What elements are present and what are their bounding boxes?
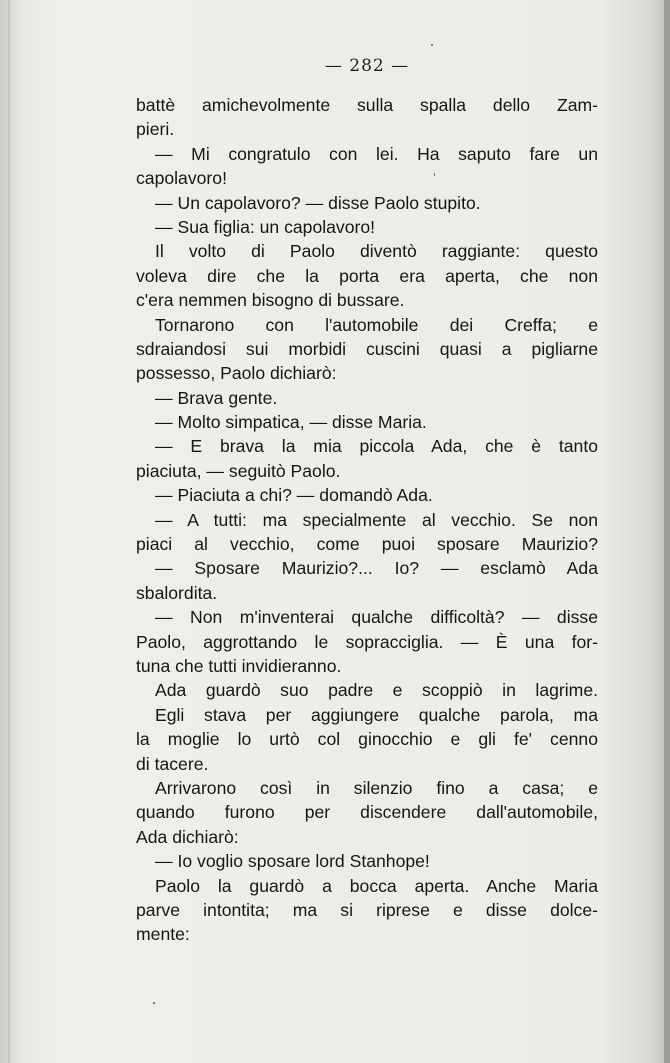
- text-line: sdraiandosi sui morbidi cuscini quasi a pigliarne: [136, 338, 598, 359]
- text-line: — Sua figlia: un capolavoro!: [155, 216, 376, 237]
- text-line: di tacere.: [136, 753, 209, 774]
- text-line: Ada guardò suo padre e scoppiò in lagrime.: [155, 680, 598, 701]
- text-line: capolavoro!: [136, 168, 227, 189]
- text-line: quando furono per discendere dall'automobile,: [136, 802, 598, 823]
- text-line: — Mi congratulo con lei. Ha saputo fare un: [155, 143, 598, 164]
- body-text: [136, 93, 598, 947]
- text-line: — Brava gente.: [155, 387, 278, 408]
- text-line: Tornarono con l'automobile dei Creffa; e: [155, 314, 598, 335]
- text-line: tuna che tutti invidieranno.: [136, 655, 342, 676]
- text-line: possesso, Paolo dichiarò:: [136, 363, 337, 384]
- ink-speck: [431, 44, 433, 46]
- text-line: Paolo la guardò a bocca aperta. Anche Maria: [155, 875, 598, 896]
- text-line: piaci al vecchio, come puoi sposare Maurizio?: [136, 534, 598, 555]
- text-line: Ada dichiarò:: [136, 826, 239, 847]
- page-gutter: [8, 0, 10, 1063]
- text-line: c'era nemmen bisogno di bussare.: [136, 290, 405, 311]
- text-line: Egli stava per aggiungere qualche parola, ma: [155, 704, 598, 725]
- text-line: pieri.: [136, 119, 175, 140]
- text-line: Paolo, aggrottando le sopracciglia. — È una for-: [136, 631, 598, 652]
- ink-speck: [153, 1002, 155, 1004]
- text-line: — Piaciuta a chi? — domandò Ada.: [155, 485, 433, 506]
- text-line: — Non m'inventerai qualche difficoltà? — disse: [155, 607, 598, 628]
- text-line: mente:: [136, 924, 190, 945]
- text-line: — Un capolavoro? — disse Paolo stupito.: [155, 192, 481, 213]
- page-number: — 282 —: [324, 56, 410, 76]
- text-line: — Sposare Maurizio?... Io? — esclamò Ada: [155, 558, 598, 579]
- ink-speck: [434, 173, 435, 176]
- text-line: — Io voglio sposare lord Stanhope!: [155, 851, 430, 872]
- text-line: voleva dire che la porta era aperta, che non: [136, 265, 598, 286]
- text-line: la moglie lo urtò col ginocchio e gli fe' cenno: [136, 729, 598, 750]
- text-line: — E brava la mia piccola Ada, che è tanto: [155, 436, 598, 457]
- text-line: piaciuta, — seguitò Paolo.: [136, 460, 341, 481]
- text-line: Arrivarono così in silenzio fino a casa; e: [155, 777, 598, 798]
- text-line: — Molto simpatica, — disse Maria.: [155, 412, 427, 433]
- text-line: — A tutti: ma specialmente al vecchio. Se non: [155, 509, 598, 530]
- text-line: parve intontita; ma si riprese e disse dolce-: [136, 899, 598, 920]
- text-line: Il volto di Paolo diventò raggiante: questo: [155, 241, 598, 262]
- text-line: battè amichevolmente sulla spalla dello Zam-: [136, 95, 598, 115]
- page-edge: [664, 0, 670, 1063]
- text-line: sbalordita.: [136, 582, 218, 603]
